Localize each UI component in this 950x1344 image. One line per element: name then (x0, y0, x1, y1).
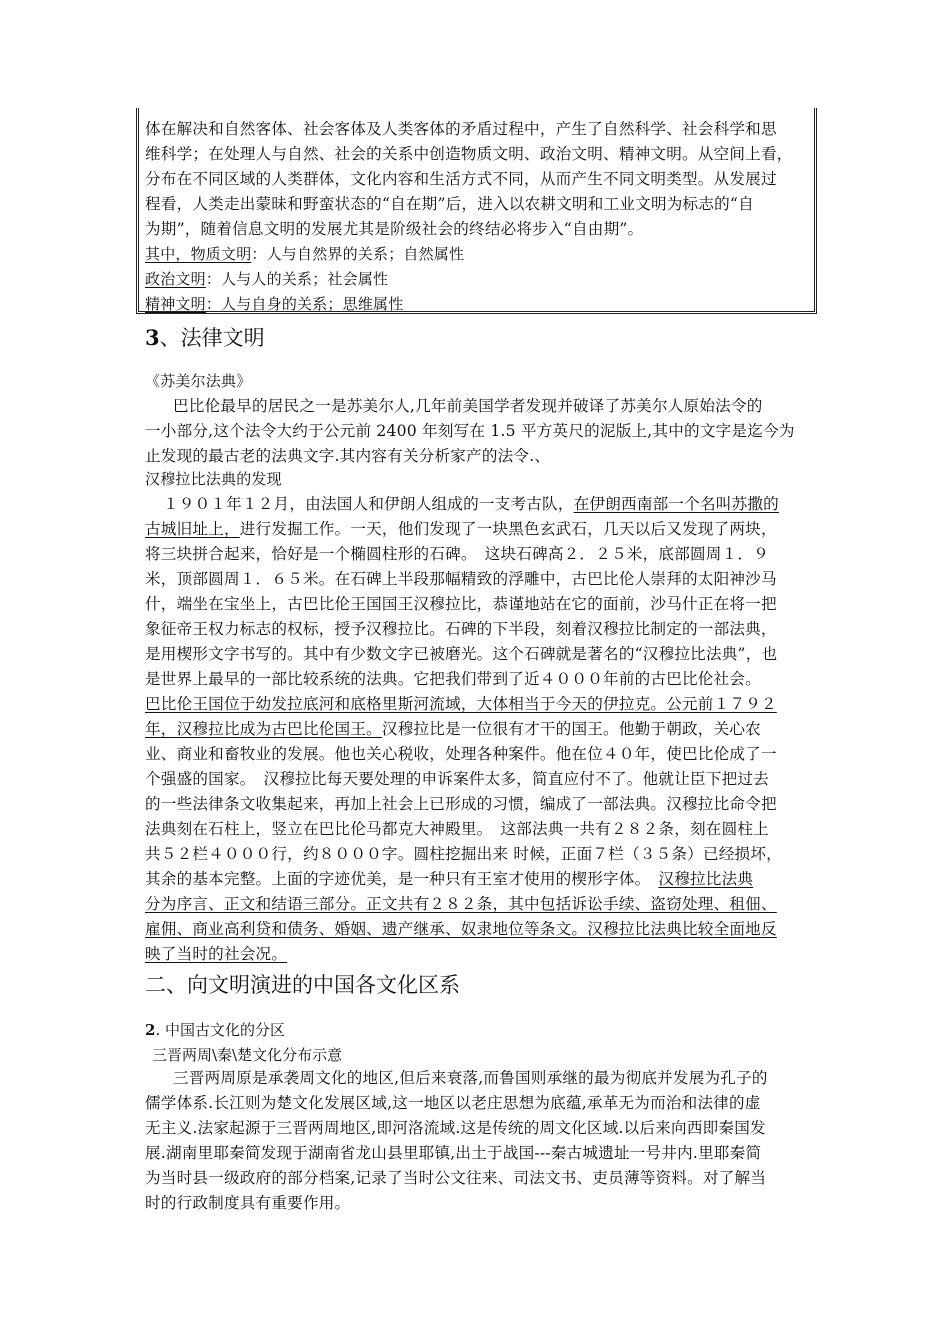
political-label: 政治文明 (145, 270, 206, 288)
political-civilization (145, 267, 388, 292)
hammurabi-line (145, 717, 761, 742)
hammurabi-title: 汉穆拉比法典的发现 (145, 470, 282, 488)
hammurabi-text: 汉穆拉比是一位很有才干的国王。他勤于朝政，关心农 (381, 720, 761, 738)
hammurabi-line: 的一些法律条文收集起来，再加上社会上已形成的习惯，编成了一部法典。汉穆拉比命令把 (145, 795, 777, 813)
box-line: 为期”，随着信息文明的发展尤其是阶级社会的终结必将步入“自由期”。 (145, 220, 644, 238)
hammurabi-line (145, 517, 777, 542)
underlined-text: 汉穆拉比法典 (658, 870, 754, 888)
section2-subtitle: 三晋两周\秦\楚文化分布示意 (152, 1046, 343, 1064)
spiritual-civilization (145, 292, 403, 317)
section2-line: 为当时县一级政府的部分档案,记录了当时公文往来、司法文书、吏员薄等资料。对了解当 (145, 1169, 767, 1187)
section2-title (145, 1019, 285, 1040)
underlined-text: 年，汉穆拉比成为古巴比伦国王。 (145, 720, 382, 738)
hammurabi-line: 什，端坐在宝坐上，古巴比伦王国国王汉穆拉比，恭谨地站在它的面前，沙马什正在将一把 (145, 595, 777, 613)
hammurabi-line: 象征帝王权力标志的权标，授予汉穆拉比。石碑的下半段，刻着汉穆拉比制定的一部法典， (145, 620, 777, 638)
underlined-line: 映了当时的社会况。 (145, 945, 288, 963)
box-line: 程看，人类走出蒙昧和野蛮状态的“自在期”后，进入以农耕文明和工业文明为标志的“自 (145, 195, 754, 213)
underlined-line: 巴比伦王国位于幼发拉底河和底格里斯河流域，大体相当于今天的伊拉克。公元前１７９２ (145, 695, 777, 713)
section2-line: 三晋两周原是承袭周文化的地区,但后来衰落,而鲁国则承继的最为彻底并发展为孔子的 (173, 1069, 768, 1087)
box-line: 体在解决和自然客体、社会客体及人类客体的矛盾过程中，产生了自然科学、社会科学和思 (145, 120, 777, 138)
underlined-text: 在伊朗西南部一个名叫苏撒的 (573, 495, 779, 513)
spiritual-text: ：人与自身的关系；思维属性 (205, 295, 404, 313)
sumer-title: 《苏美尔法典》 (145, 372, 252, 390)
material-label: 其中，物质文明 (145, 245, 252, 263)
sumer-line: 一小部分,这个法令大约于公元前 2400 年刻写在 1.5 平方英尺的泥版上,其中的文字是迄今为 (145, 422, 795, 440)
heading-number: 3 (145, 325, 160, 350)
section2-number: 2 (145, 1021, 156, 1039)
hammurabi-line: 米，顶部圆周１．６５米。在石碑上半段那幅精致的浮雕中，古巴比伦人崇拜的太阳神沙马 (145, 570, 777, 588)
spiritual-label: 精神文明 (145, 295, 206, 313)
sumer-line: 巴比伦最早的居民之一是苏美尔人,几年前美国学者发现并破译了苏美尔人原始法令的 (173, 397, 763, 415)
material-text: ：人与自然界的关系；自然属性 (251, 245, 465, 263)
hammurabi-line: 是世界上最早的一部比较系统的法典。它把我们带到了近４０００年前的古巴比伦社会。 (145, 670, 761, 688)
hammurabi-line: 个强盛的国家。 汉穆拉比每天要处理的申诉案件太多，简直应付不了。他就让臣下把过去 (145, 770, 769, 788)
section2-line: 时的行政制度具有重要作用。 (145, 1194, 351, 1212)
sumer-line: 止发现的最古老的法典文字.其内容有关分析家产的法令.、 (145, 447, 551, 465)
section2-line: 儒学体系.长江则为楚文化发展区域,这一地区以老庄思想为底蕴,承革无为而治和法律的虚 (145, 1094, 761, 1112)
hammurabi-text: 进行发掘工作。一天，他们发现了一块黑色玄武石，几天以后又发现了两块， (239, 520, 777, 538)
hammurabi-line: 法典刻在石柱上，竖立在巴比伦马都克大神殿里。 这部法典一共有２８２条，刻在圆柱上 (145, 820, 769, 838)
hammurabi-line: 共５２栏４０００行，约８０００字。圆柱挖掘出来 时候，正面７栏（３５条）已经损坏， (145, 845, 782, 863)
section2-title-text: . 中国古文化的分区 (155, 1021, 285, 1039)
hammurabi-line (145, 867, 753, 892)
section2-line: 展.湖南里耶秦简发现于湖南省龙山县里耶镇,出土于战国---秦古城遗址一号井内.里耶秦简 (145, 1144, 762, 1162)
underlined-line: 雇佣、商业高利贷和债务、婚姻、遗产继承、奴隶地位等条文。汉穆拉比法典比较全面地反 (145, 920, 777, 938)
hammurabi-line: 业、商业和畜牧业的发展。他也关心税收，处理各种案件。他在位４０年，使巴比伦成了一 (145, 745, 777, 763)
hammurabi-line (163, 492, 779, 517)
political-text: ：人与人的关系；社会属性 (205, 270, 389, 288)
underlined-text: 古城旧址上， (145, 520, 240, 538)
hammurabi-text: 其余的基本完整。上面的字迹优美，是一种只有王室才使用的楔形字体。 (145, 870, 659, 888)
hammurabi-line: 是用楔形文字书写的。其中有少数文字已被磨光。这个石碑就是著名的“汉穆拉比法典”，也 (145, 645, 778, 663)
section-heading-law (145, 322, 265, 352)
section2-line: 无主义.法家起源于三晋两周地区,即河洛流域.这是传统的周文化区域.以后来向西即秦国发 (145, 1119, 766, 1137)
heading-text: 、法律文明 (159, 326, 265, 350)
hammurabi-text: １９０１年１２月，由法国人和伊朗人组成的一支考古队， (163, 495, 574, 513)
material-civilization (145, 242, 464, 267)
box-line: 分布在不同区域的人类群体，文化内容和生活方式不同，从而产生不同文明类型。从发展过 (145, 170, 777, 188)
hammurabi-line: 将三块拼合起来，恰好是一个椭圆柱形的石碑。 这块石碑高２．２５米，底部圆周１．９ (145, 545, 769, 563)
underlined-line: 分为序言、正文和结语三部分。正文共有２８２条，其中包括诉讼手续、盗窃处理、租佃、 (145, 895, 777, 913)
section-heading-china: 二、向文明演进的中国各文化区系 (145, 973, 460, 997)
box-line: 维科学；在处理人与自然、社会的关系中创造物质文明、政治文明、精神文明。从空间上看， (145, 145, 793, 163)
